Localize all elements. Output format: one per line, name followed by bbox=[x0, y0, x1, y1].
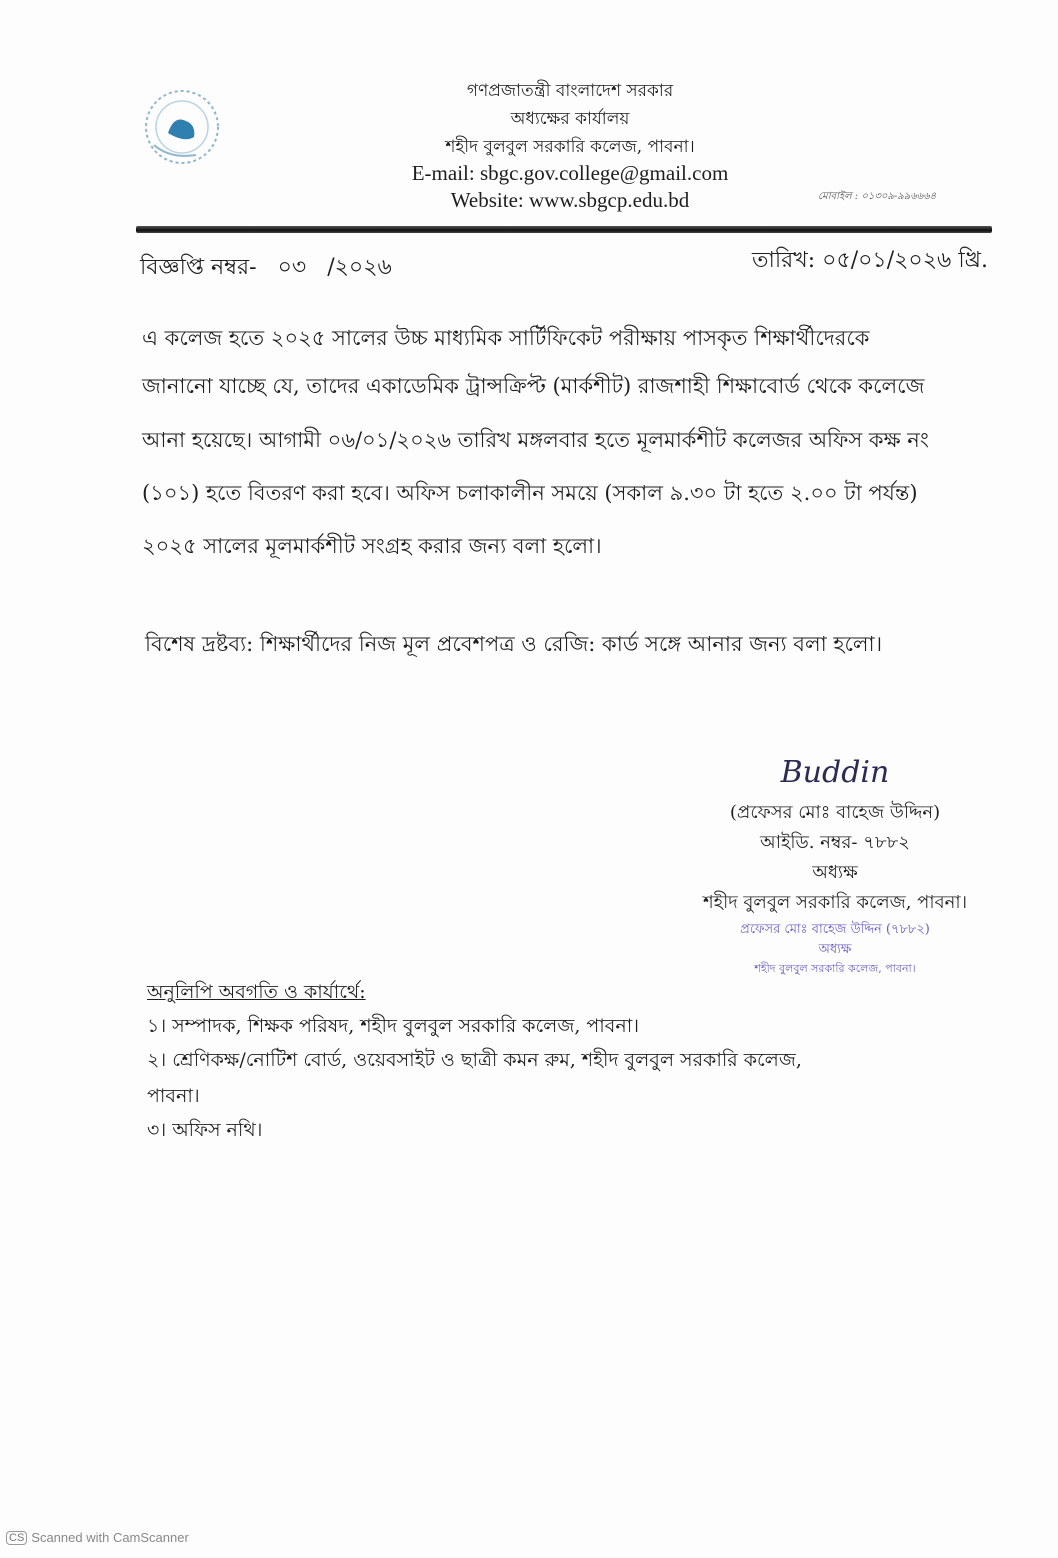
camscanner-text: Scanned with CamScanner bbox=[31, 1530, 189, 1545]
govt-title: গণপ্রজাতন্ত্রী বাংলাদেশ সরকার bbox=[466, 81, 674, 101]
copy-item: ৩। অফিস নথি। bbox=[147, 1119, 263, 1141]
mobile-number: মোবাইল : ০১৩০৯-৯৯৬৬৬৪ bbox=[818, 191, 937, 202]
camscanner-watermark bbox=[6, 1530, 189, 1545]
body-line: ২০২৫ সালের মূলমার্কশীট সংগ্রহ করার জন্য বলা হলো। bbox=[142, 534, 602, 558]
email-text: E-mail: sbgc.gov.college@gmail.com bbox=[411, 161, 729, 185]
body-line: (১০১) হতে বিতরণ করা হবে। অফিস চলাকালীন সময়ে (সকাল ৯.৩০ টা হতে ২.০০ টা পর্যন্ত) bbox=[142, 481, 918, 505]
signature: Buddin bbox=[780, 755, 890, 790]
notice-number-label: বিজ্ঞপ্তি নম্বর- bbox=[140, 255, 257, 280]
signatory-id: আইডি. নম্বর- ৭৮৮২ bbox=[759, 832, 911, 853]
college-name: শহীদ বুলবুল সরকারি কলেজ, পাবনা। bbox=[445, 137, 695, 157]
signatory-designation: অধ্যক্ষ bbox=[812, 862, 858, 883]
body-line: আনা হয়েছে। আগামী ০৬/০১/২০২৬ তারিখ মঙ্গলবার হতে মূলমার্কশীট কলেজর অফিস কক্ষ নং bbox=[142, 428, 929, 452]
notice-number bbox=[140, 250, 392, 287]
camscanner-icon: CS bbox=[6, 1531, 27, 1545]
stamp-designation: অধ্যক্ষ bbox=[818, 942, 852, 957]
body-line: জানানো যাচ্ছে যে, তাদের একাডেমিক ট্রান্সক্রিপ্ট (মার্কশীট) রাজশাহী শিক্ষাবোর্ড থেকে কলেজে bbox=[142, 374, 925, 398]
copy-item: ২। শ্রেণিকক্ষ/নোটিশ বোর্ড, ওয়েবসাইট ও ছাত্রী কমন রুম, শহীদ বুলবুল সরকারি কলেজ, bbox=[147, 1049, 802, 1071]
copy-item: পাবনা। bbox=[147, 1085, 200, 1107]
signatory-institution: শহীদ বুলবুল সরকারি কলেজ, পাবনা। bbox=[702, 892, 968, 913]
website-text: Website: www.sbgcp.edu.bd bbox=[450, 188, 690, 212]
notice-number-year: /২০২৬ bbox=[327, 255, 392, 280]
stamp-institution: শহীদ বুলবুল সরকারি কলেজ, পাবনা। bbox=[754, 962, 916, 975]
office-title: অধ্যক্ষের কার্যালয় bbox=[510, 109, 630, 129]
copy-item: ১। সম্পাদক, শিক্ষক পরিষদ, শহীদ বুলবুল সরকারি কলেজ, পাবনা। bbox=[147, 1015, 640, 1037]
stamp-name: প্রফেসর মোঃ বাহেজ উদ্দিন (৭৮৮২) bbox=[740, 922, 930, 937]
notice-date: তারিখ: ০৫/০১/২০২৬ খ্রি. bbox=[752, 248, 988, 273]
notice-number-value: ০৩ bbox=[277, 255, 307, 280]
header-divider bbox=[136, 226, 992, 233]
copies-title: অনুলিপি অবগতি ও কার্যার্থে: bbox=[147, 981, 366, 1003]
body-line: এ কলেজ হতে ২০২৫ সালের উচ্চ মাধ্যমিক সার্টিফিকেট পরীক্ষায় পাসকৃত শিক্ষার্থীদেরকে bbox=[142, 326, 870, 350]
signatory-name: (প্রফেসর মোঃ বাহেজ উদ্দিন) bbox=[729, 802, 941, 823]
special-note: বিশেষ দ্রষ্টব্য: শিক্ষার্থীদের নিজ মূল প্রবেশপত্র ও রেজি: কার্ড সঙ্গে আনার জন্য বলা হলো। bbox=[145, 632, 883, 656]
